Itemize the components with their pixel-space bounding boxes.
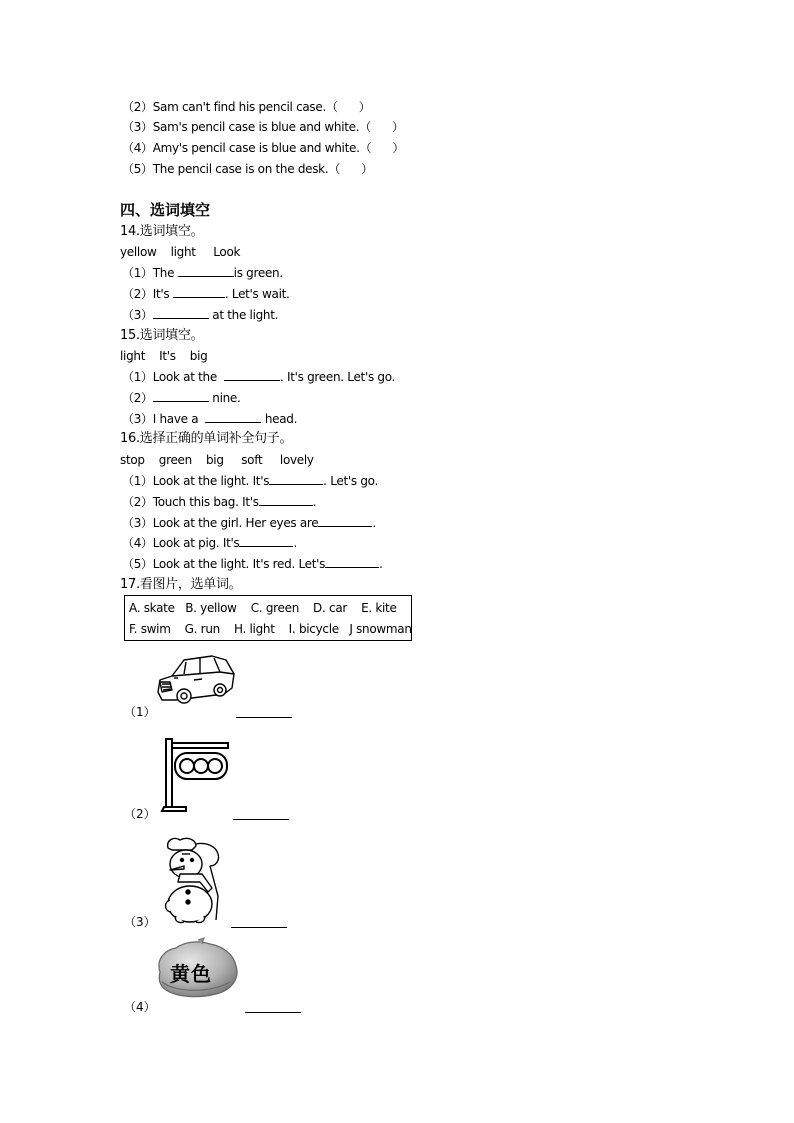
answer-blank[interactable] (178, 265, 234, 277)
traffic-light-icon (160, 737, 232, 815)
q17-label-2: （2） (124, 807, 156, 821)
q15-title: 15.选词填空。 (120, 328, 204, 343)
q16-word-bank: stop green big soft lovely (120, 453, 314, 467)
tf-item-3: （3）Sam's pencil case is blue and white.（ ） (122, 120, 404, 134)
answer-blank[interactable] (239, 535, 293, 547)
answer-blank[interactable] (245, 1011, 301, 1013)
q17-options-row-1: A. skate B. yellow C. green D. car E. kite (129, 601, 397, 615)
stone-label: 黄色 (170, 962, 212, 986)
answer-blank[interactable] (205, 411, 261, 423)
answer-blank[interactable] (231, 926, 287, 928)
q17-label-1: （1） (124, 705, 156, 719)
q15-item-1: （1）Look at the . It's green. Let's go. (122, 370, 396, 384)
q17-options-row-2: F. swim G. run H. light I. bicycle J snowman (129, 622, 412, 636)
answer-blank[interactable] (259, 494, 313, 506)
q16-item-3: （3）Look at the girl. Her eyes are . (122, 516, 376, 530)
q17-options-box (124, 595, 412, 641)
answer-blank[interactable] (153, 307, 209, 319)
q16-item-5: （5）Look at the light. It's red. Let's . (122, 557, 383, 571)
q15-item-3: （3）I have a head. (122, 412, 298, 426)
q16-item-2: （2）Touch this bag. It's . (122, 495, 317, 509)
q15-word-bank: light It's big (120, 349, 208, 363)
answer-blank[interactable] (224, 369, 280, 381)
q17-label-3: （3） (124, 915, 156, 929)
q14-item-3: （3） at the light. (122, 308, 279, 322)
section-heading: 四、选词填空 (120, 201, 211, 219)
answer-blank[interactable] (318, 515, 372, 527)
q17-title: 17.看图片，选单词。 (120, 577, 242, 592)
q16-item-4: （4）Look at pig. It's . (122, 536, 297, 550)
tf-item-4: （4）Amy's pencil case is blue and white.（ ） (122, 141, 405, 155)
q14-title: 14.选词填空。 (120, 224, 204, 239)
answer-blank[interactable] (153, 390, 209, 402)
answer-blank[interactable] (233, 818, 289, 820)
q15-item-2: （2） nine. (122, 391, 241, 405)
answer-blank[interactable] (173, 286, 225, 298)
answer-blank[interactable] (269, 473, 323, 485)
q14-item-2: （2）It's . Let's wait. (122, 287, 290, 301)
car-icon (154, 652, 236, 710)
q17-label-4: （4） (124, 1000, 156, 1014)
tf-item-5: （5）The pencil case is on the desk.（ ） (122, 162, 373, 176)
snowman-icon (162, 836, 226, 926)
answer-blank[interactable] (236, 716, 292, 718)
q16-item-1: （1）Look at the light. It's . Let's go. (122, 474, 378, 488)
q14-item-1: （1）The is green. (122, 266, 283, 280)
q14-word-bank: yellow light Look (120, 245, 241, 259)
tf-item-2: （2）Sam can't find his pencil case.（ ） (122, 100, 371, 114)
answer-blank[interactable] (325, 556, 379, 568)
q16-title: 16.选择正确的单词补全句子。 (120, 431, 293, 446)
